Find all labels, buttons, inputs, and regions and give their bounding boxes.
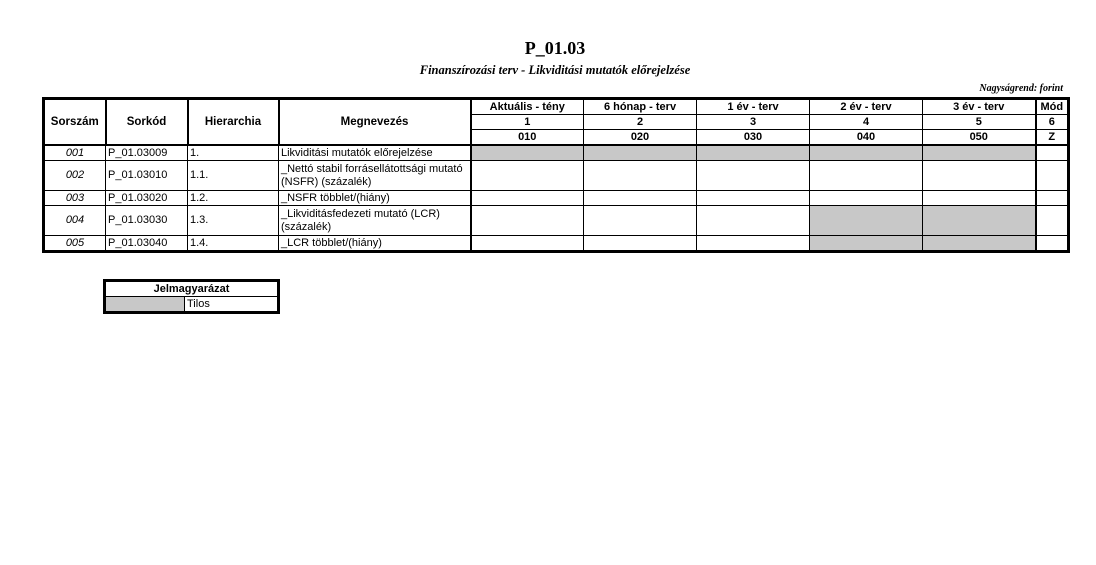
col-header-label: 1 év - terv: [697, 99, 810, 115]
header-row-labels: [44, 99, 1069, 115]
cell-value: [923, 161, 1036, 191]
cell-megnevezes: Likviditási mutatók előrejelzése: [279, 145, 471, 161]
cell-sorkod: P_01.03030: [106, 206, 188, 236]
cell-value: [697, 161, 810, 191]
col-header-label: Aktuális - tény: [471, 99, 584, 115]
cell-sorszam: 003: [44, 191, 106, 206]
table-row: [44, 161, 1069, 191]
cell-value: [1036, 191, 1069, 206]
cell-megnevezes: _NSFR többlet/(hiány): [279, 191, 471, 206]
cell-value: [923, 191, 1036, 206]
cell-hierarchia: 1.2.: [188, 191, 279, 206]
cell-value: [810, 145, 923, 161]
col-header-code: 040: [810, 130, 923, 146]
col-header-code: 020: [584, 130, 697, 146]
table-row: [44, 191, 1069, 206]
table-row: [44, 145, 1069, 161]
table-row: [44, 236, 1069, 252]
table-row: [44, 206, 1069, 236]
report-code: P_01.03: [524, 38, 586, 58]
cell-value: [697, 191, 810, 206]
col-header-label: 3 év - terv: [923, 99, 1036, 115]
col-header-label: Mód: [1036, 99, 1069, 115]
cell-value: [697, 206, 810, 236]
cell-hierarchia: 1.1.: [188, 161, 279, 191]
cell-value: [584, 206, 697, 236]
cell-value: [584, 145, 697, 161]
data-table: [42, 97, 1070, 253]
cell-value: [923, 236, 1036, 252]
cell-sorszam: 002: [44, 161, 106, 191]
col-header-code: Z: [1036, 130, 1069, 146]
cell-hierarchia: 1.: [188, 145, 279, 161]
legend-label-tilos: Tilos: [185, 297, 279, 313]
cell-value: [810, 161, 923, 191]
cell-value: [584, 236, 697, 252]
col-header-code: 050: [923, 130, 1036, 146]
col-header-megnevezes: Megnevezés: [279, 99, 471, 146]
cell-value: [810, 236, 923, 252]
col-header-code: 030: [697, 130, 810, 146]
cell-sorszam: 005: [44, 236, 106, 252]
cell-sorkod: P_01.03040: [106, 236, 188, 252]
col-header-number: 4: [810, 115, 923, 130]
col-header-number: 5: [923, 115, 1036, 130]
cell-value: [697, 236, 810, 252]
legend-title: Jelmagyarázat: [105, 281, 279, 297]
cell-value: [471, 236, 584, 252]
col-header-number: 1: [471, 115, 584, 130]
col-header-label: 2 év - terv: [810, 99, 923, 115]
cell-value: [810, 191, 923, 206]
col-header-number: 3: [697, 115, 810, 130]
cell-value: [584, 191, 697, 206]
cell-sorkod: P_01.03009: [106, 145, 188, 161]
cell-value: [1036, 236, 1069, 252]
cell-sorszam: 001: [44, 145, 106, 161]
cell-sorkod: P_01.03020: [106, 191, 188, 206]
legend-table: [103, 279, 280, 314]
cell-value: [1036, 206, 1069, 236]
cell-value: [697, 145, 810, 161]
col-header-number: 2: [584, 115, 697, 130]
col-header-hierarchia: Hierarchia: [188, 99, 279, 146]
legend-swatch-tilos: [105, 297, 185, 313]
cell-hierarchia: 1.4.: [188, 236, 279, 252]
col-header-label: 6 hónap - terv: [584, 99, 697, 115]
cell-value: [471, 206, 584, 236]
cell-value: [471, 191, 584, 206]
cell-hierarchia: 1.3.: [188, 206, 279, 236]
unit-note: Nagyságrend: forint: [979, 83, 1063, 94]
col-header-sorszam: Sorszám: [44, 99, 106, 146]
cell-value: [584, 161, 697, 191]
cell-value: [1036, 145, 1069, 161]
cell-value: [1036, 161, 1069, 191]
report-subtitle: Finanszírozási terv - Likviditási mutatók előrejelzése: [419, 63, 691, 77]
cell-sorszam: 004: [44, 206, 106, 236]
cell-value: [923, 145, 1036, 161]
cell-sorkod: P_01.03010: [106, 161, 188, 191]
cell-megnevezes: _Likviditásfedezeti mutató (LCR) (százalék): [279, 206, 471, 236]
cell-value: [471, 161, 584, 191]
col-header-code: 010: [471, 130, 584, 146]
cell-megnevezes: _LCR többlet/(hiány): [279, 236, 471, 252]
cell-megnevezes: _Nettó stabil forrásellátottsági mutató (NSFR) (százalék): [279, 161, 471, 191]
cell-value: [923, 206, 1036, 236]
col-header-sorkod: Sorkód: [106, 99, 188, 146]
cell-value: [810, 206, 923, 236]
col-header-number: 6: [1036, 115, 1069, 130]
cell-value: [471, 145, 584, 161]
